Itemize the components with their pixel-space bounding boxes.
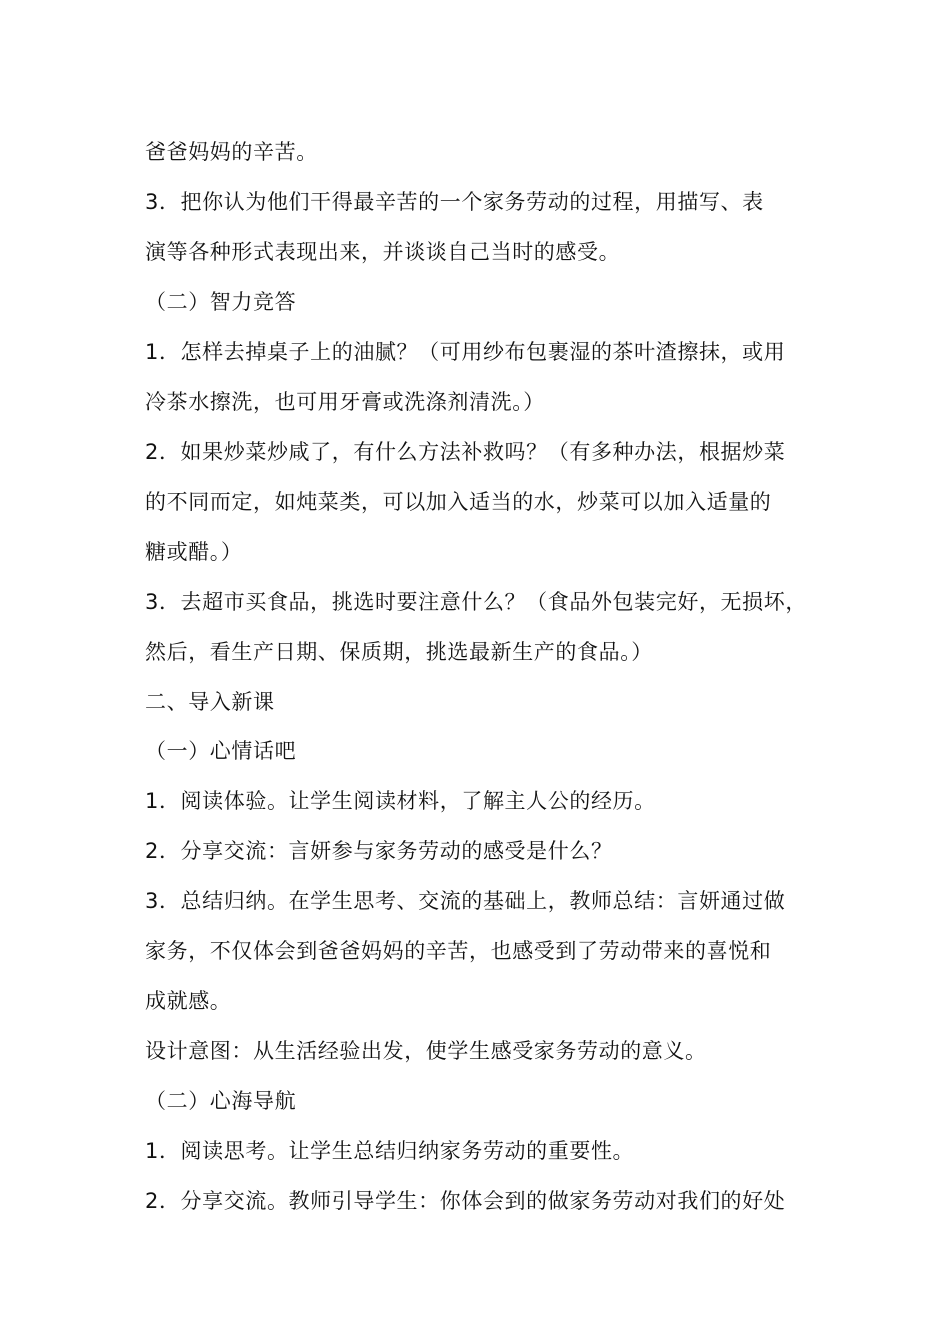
text-line: 1．怎样去掉桌子上的油腻？（可用纱布包裹湿的茶叶渣擦抹，或用: [145, 340, 786, 364]
text-line: 1．阅读思考。让学生总结归纳家务劳动的重要性。: [145, 1139, 635, 1163]
section-heading: （一）心情话吧: [145, 739, 297, 763]
text-line: 2．分享交流。教师引导学生：你体会到的做家务劳动对我们的好处: [145, 1189, 786, 1213]
text-line: 2．如果炒菜炒咸了，有什么方法补救吗？（有多种办法，根据炒菜: [145, 440, 786, 464]
text-line: 设计意图：从生活经验出发，使学生感受家务劳动的意义。: [145, 1039, 707, 1063]
section-heading: 二、导入新课: [145, 690, 275, 714]
text-line: 糖或醋。）: [145, 540, 243, 564]
text-line: 的不同而定，如炖菜类，可以加入适当的水，炒菜可以加入适量的: [145, 490, 772, 514]
text-line: 冷茶水擦洗，也可用牙膏或洗涤剂清洗。）: [145, 390, 545, 414]
text-line: 演等各种形式表现出来，并谈谈自己当时的感受。: [145, 240, 621, 264]
text-line: 爸爸妈妈的辛苦。: [145, 140, 318, 164]
section-heading: （二）心海导航: [145, 1089, 297, 1113]
text-line: 成就感。: [145, 989, 232, 1013]
text-line: 3．把你认为他们干得最辛苦的一个家务劳动的过程，用描写、表: [145, 190, 764, 214]
text-line: 家务，不仅体会到爸爸妈妈的辛苦，也感受到了劳动带来的喜悦和: [145, 939, 772, 963]
text-line: 3．去超市买食品，挑选时要注意什么？（食品外包装完好，无损坏，: [145, 590, 807, 614]
section-heading: （二）智力竞答: [145, 290, 297, 314]
text-line: 2．分享交流：言妍参与家务劳动的感受是什么？: [145, 839, 613, 863]
text-line: 然后，看生产日期、保质期，挑选最新生产的食品。）: [145, 640, 653, 664]
text-line: 3．总结归纳。在学生思考、交流的基础上，教师总结：言妍通过做: [145, 889, 786, 913]
text-line: 1．阅读体验。让学生阅读材料，了解主人公的经历。: [145, 789, 656, 813]
